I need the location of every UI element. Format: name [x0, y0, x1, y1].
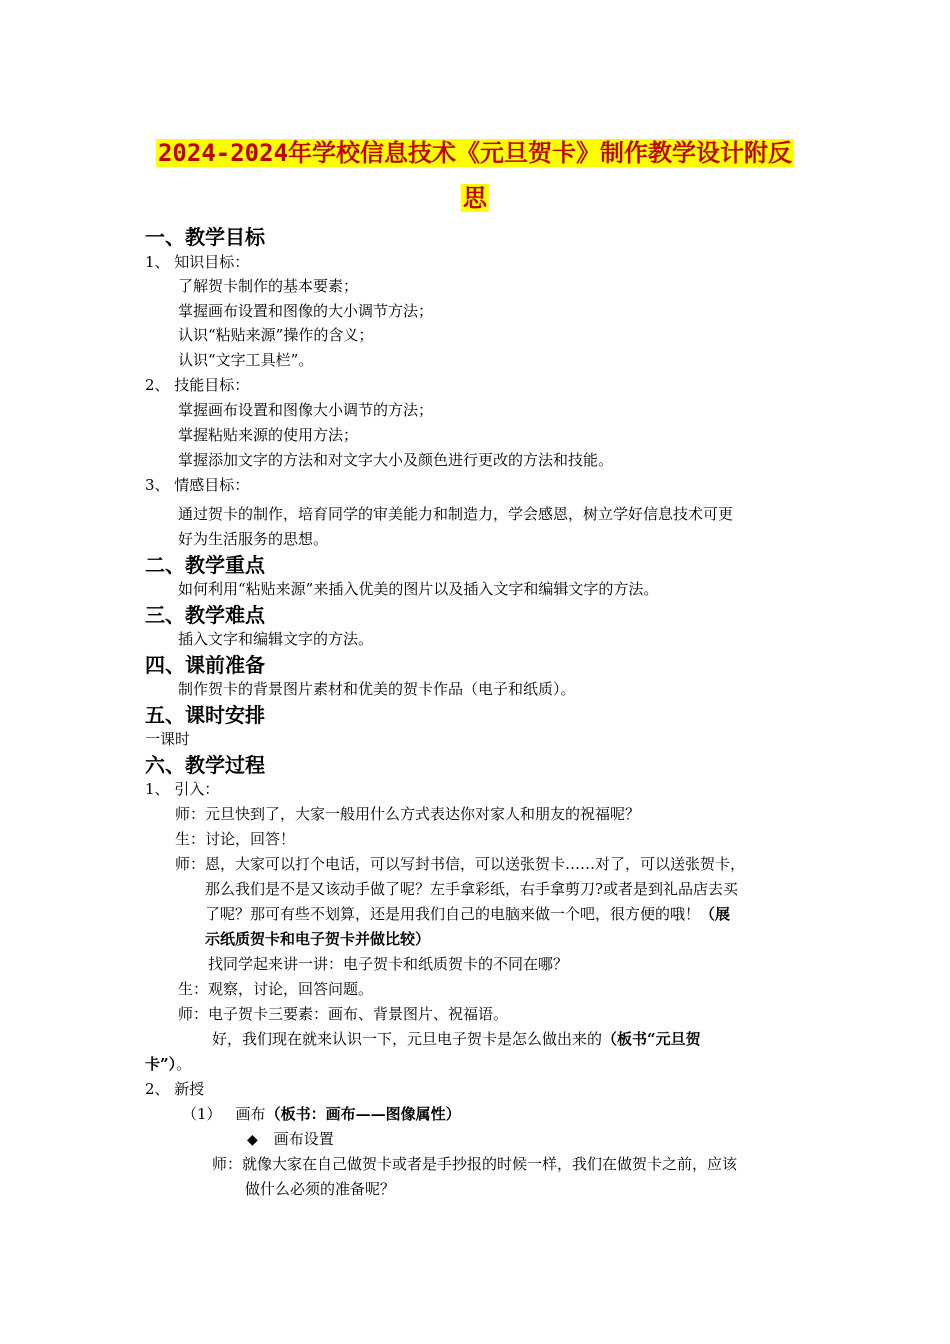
section-heading-schedule: 五、课时安排: [145, 703, 265, 727]
dialogue-line-11: [145, 1053, 191, 1075]
dialogue-line-8: 生：观察，讨论，回答问题。: [178, 980, 374, 998]
emotion-goal-line-2: 好为生活服务的思想。: [178, 530, 329, 548]
subsection-board-note: （板书：画布——图像属性）: [265, 1105, 461, 1123]
section-heading-preparation: 四、课前准备: [145, 653, 265, 677]
skill-goal-3: 掌握添加文字的方法和对文字大小及颜色进行更改的方法和技能。: [178, 451, 614, 469]
knowledge-goal-1: 了解贺卡制作的基本要素；: [178, 277, 359, 295]
dialogue-line-6: 示纸质贺卡和电子贺卡并做比较）: [205, 930, 431, 948]
emotion-goal-line-1: 通过贺卡的制作，培育同学的审美能力和制造力，学会感恩，树立学好信息技术可更: [178, 505, 734, 523]
bullet-text: 画布设置: [273, 1130, 334, 1148]
dialogue-line-10: [212, 1028, 701, 1050]
dialogue-line-4: 那么我们是不是又该动手做了呢？左手拿彩纸，右手拿剪刀?或者是到礼品店去买: [205, 880, 739, 898]
knowledge-goal-2: 掌握画布设置和图像的大小调节方法；: [178, 302, 434, 320]
skill-goal-label: 2、 技能目标：: [145, 376, 250, 394]
emotion-goal-label: 3、 情感目标：: [145, 476, 250, 494]
section-heading-difficulties: 三、教学难点: [145, 603, 265, 627]
intro-label: 1、 引入：: [145, 780, 220, 798]
document-title-line-1: 2024-2024年学校信息技术《元旦贺卡》制作教学设计附反: [157, 139, 793, 167]
dialogue-line-11-bold: 卡”）: [145, 1055, 177, 1073]
section-heading-objectives: 一、教学目标: [145, 225, 265, 249]
preparation-text: 制作贺卡的背景图片素材和优美的贺卡作品（电子和纸质）。: [178, 680, 576, 698]
key-points-text: 如何利用“粘贴来源”来插入优美的图片以及插入文字和编辑文字的方法。: [178, 580, 659, 598]
knowledge-goal-4: 认识“文字工具栏”。: [178, 351, 314, 369]
dialogue-line-1: 师：元旦快到了，大家一般用什么方式表达你对家人和朋友的祝福呢？: [175, 805, 641, 823]
dialogue-line-7: 找同学起来讲一讲：电子贺卡和纸质贺卡的不同在哪？: [208, 955, 569, 973]
skill-goal-1: 掌握画布设置和图像大小调节的方法；: [178, 401, 434, 419]
knowledge-goal-label: 1、 知识目标：: [145, 253, 250, 271]
document-title-line-2: 思: [463, 184, 487, 212]
dialogue-line-5-bold: （展: [700, 905, 731, 923]
dialogue-line-11-end: 。: [176, 1055, 192, 1073]
knowledge-goal-3: 认识“粘贴来源”操作的含义；: [178, 326, 374, 344]
dialogue-line-5-text: 了呢？那可有些不划算，还是用我们自己的电脑来做一个吧，很方便的哦！: [205, 905, 701, 923]
new-lesson-label: 2、 新授: [145, 1080, 205, 1098]
bullet-canvas-settings: [247, 1128, 334, 1151]
dialogue-line-10-text: 好，我们现在就来认识一下，元旦电子贺卡是怎么做出来的: [212, 1030, 603, 1048]
section-heading-key-points: 二、教学重点: [145, 553, 265, 577]
subsection-number: （1）: [182, 1105, 222, 1123]
skill-goal-2: 掌握粘贴来源的使用方法；: [178, 426, 359, 444]
teacher-line-1: 师：就像大家在自己做贺卡或者是手抄报的时候一样，我们在做贺卡之前，应该: [212, 1155, 738, 1173]
section-heading-process: 六、教学过程: [145, 753, 265, 777]
subsection-canvas: [182, 1103, 461, 1125]
diamond-bullet-icon: ◆: [247, 1132, 258, 1148]
schedule-text: 一课时: [145, 730, 191, 748]
dialogue-line-9: 师：电子贺卡三要素：画布、背景图片、祝福语。: [178, 1005, 509, 1023]
dialogue-line-3: 师：恩，大家可以打个电话，可以写封书信，可以送张贺卡……对了，可以送张贺卡，: [175, 855, 746, 873]
difficulties-text: 插入文字和编辑文字的方法。: [178, 630, 374, 648]
teacher-line-2: 做什么必须的准备呢？: [245, 1180, 396, 1198]
dialogue-line-5: [205, 903, 730, 925]
dialogue-line-10-bold: （板书“元旦贺: [602, 1030, 701, 1048]
dialogue-line-2: 生：讨论，回答！: [175, 830, 296, 848]
subsection-title: 画布: [235, 1105, 266, 1123]
